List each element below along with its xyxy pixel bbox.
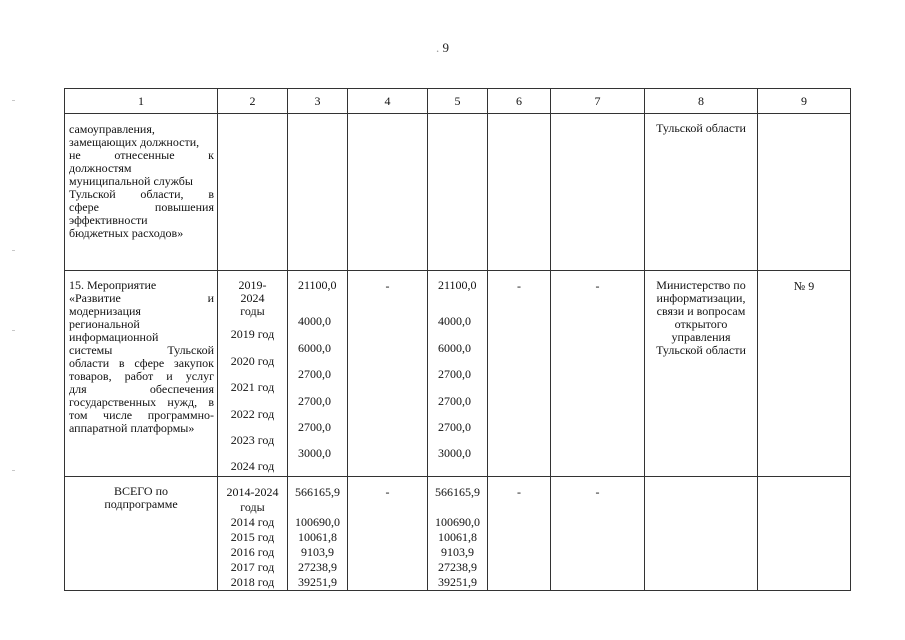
- header-cell: 7: [551, 89, 645, 114]
- empty-cell: [348, 114, 428, 271]
- margin-mark: [12, 330, 15, 331]
- executor-text: Тульской области: [656, 121, 746, 135]
- text-line: связи и вопросам: [656, 304, 746, 318]
- description-cell: [65, 114, 218, 271]
- amount-value: 2700,0: [438, 394, 471, 408]
- header-row: [65, 89, 851, 114]
- dash-value: -: [595, 279, 600, 293]
- empty-cell: [218, 114, 288, 271]
- table-row: [65, 271, 851, 477]
- dash-value: -: [385, 279, 390, 293]
- text-line: замещающих должности,: [69, 135, 200, 149]
- amount-value: 100690,0: [435, 515, 480, 529]
- year-label: 2020 год: [230, 354, 275, 368]
- year-label: 2024 год: [230, 459, 275, 473]
- amount-value: 4000,0: [298, 314, 331, 328]
- years-range: 2014-2024: [226, 485, 279, 499]
- amount-value: 2700,0: [298, 420, 331, 434]
- dash-cell: [488, 271, 551, 477]
- amount-value: 566165,9: [295, 485, 340, 499]
- amount-value: 3000,0: [298, 446, 331, 460]
- text-line: системы Тульской: [69, 343, 214, 357]
- text-line: 15. Мероприятие: [69, 278, 157, 292]
- margin-mark: [12, 250, 15, 251]
- amount-value: 27238,9: [438, 560, 477, 574]
- text-line: информационной: [69, 330, 159, 344]
- header-cell: 9: [758, 89, 851, 114]
- page-number: . 9: [436, 40, 449, 55]
- empty-cell: [758, 477, 851, 591]
- text-line: открытого: [674, 317, 728, 331]
- text-line: области в сфере закупок: [69, 356, 214, 370]
- year-label: 2015 год: [230, 530, 275, 544]
- amount-value: 4000,0: [438, 314, 471, 328]
- header-cell: 8: [645, 89, 758, 114]
- dash-value: -: [595, 485, 600, 499]
- dash-value: -: [517, 485, 521, 499]
- year-label: 2022 год: [230, 407, 275, 421]
- year-label: 2016 год: [230, 545, 275, 559]
- text-line: модернизация: [69, 304, 141, 318]
- empty-cell: [428, 114, 488, 271]
- amount-value: 10061,8: [438, 530, 477, 544]
- empty-cell: [758, 114, 851, 271]
- indicator-number: № 9: [793, 279, 815, 293]
- amount-value: 9103,9: [301, 545, 334, 559]
- text-line: ВСЕГО по: [113, 484, 169, 498]
- header-cell: 4: [348, 89, 428, 114]
- year-label: 2014 год: [230, 515, 275, 529]
- description-cell: [65, 477, 218, 591]
- text-line: должностям: [69, 161, 132, 175]
- amount-value: 566165,9: [435, 485, 480, 499]
- amount-value: 27238,9: [298, 560, 337, 574]
- amount-cell: [428, 477, 488, 591]
- header-cell: 2: [218, 89, 288, 114]
- years-cell: [218, 477, 288, 591]
- years-range: 2019-2024 годы: [238, 278, 267, 318]
- dash-cell: [488, 477, 551, 591]
- text-line: региональной: [69, 317, 140, 331]
- amount-value: 6000,0: [298, 341, 331, 355]
- dash-cell: [551, 477, 645, 591]
- amount-value: 6000,0: [438, 341, 471, 355]
- margin-mark: [12, 470, 15, 471]
- text-line: Тульской области: [656, 343, 746, 357]
- amount-value: 3000,0: [438, 446, 471, 460]
- header-cell: 5: [428, 89, 488, 114]
- year-label: 2023 год: [230, 433, 275, 447]
- text-line: бюджетных расходов»: [69, 226, 184, 240]
- indicator-cell: [758, 271, 851, 477]
- table-row: [65, 477, 851, 591]
- program-table: [64, 88, 851, 591]
- amount-value: 10061,8: [298, 530, 337, 544]
- margin-mark: [12, 100, 15, 101]
- dash-cell: [348, 271, 428, 477]
- text-line: подпрограмме: [104, 497, 178, 511]
- text-line: информатизации,: [656, 291, 746, 305]
- dash-cell: [551, 271, 645, 477]
- amount-value: 9103,9: [441, 545, 474, 559]
- text-line: товаров, работ и услуг: [69, 369, 214, 383]
- dash-value: -: [385, 485, 390, 499]
- text-line: для обеспечения: [69, 382, 214, 396]
- year-label: 2018 год: [230, 575, 275, 589]
- text-line: Министерство по: [656, 278, 746, 292]
- amount-cell: [288, 477, 348, 591]
- executor-cell: [645, 271, 758, 477]
- amount-value: 2700,0: [438, 367, 471, 381]
- amount-value: 2700,0: [298, 394, 331, 408]
- text-line: муниципальной службы: [69, 174, 193, 188]
- dash-value: -: [517, 279, 521, 293]
- text-line: сфере повышения: [69, 200, 214, 214]
- amount-value: 21100,0: [298, 278, 337, 292]
- amount-value: 2700,0: [298, 367, 331, 381]
- year-label: 2021 год: [230, 380, 275, 394]
- description-cell: [65, 271, 218, 477]
- text-line: не отнесенные к: [69, 148, 214, 162]
- text-line: аппаратной платформы»: [69, 421, 195, 435]
- amount-cell: [428, 271, 488, 477]
- amount-value: 100690,0: [295, 515, 340, 529]
- amount-value: 2700,0: [438, 420, 471, 434]
- amount-value: 21100,0: [438, 278, 477, 292]
- amount-value: 39251,9: [298, 575, 337, 589]
- empty-cell: [551, 114, 645, 271]
- empty-cell: [288, 114, 348, 271]
- dash-cell: [348, 477, 428, 591]
- years-cell: [218, 271, 288, 477]
- text-line: том числе программно-: [69, 408, 214, 422]
- amount-value: 39251,9: [438, 575, 477, 589]
- text-line: «Развитие и: [69, 291, 214, 305]
- text-line: самоуправления,: [69, 122, 155, 136]
- header-cell: 6: [488, 89, 551, 114]
- text-line: Тульской области, в: [69, 187, 214, 201]
- amount-cell: [288, 271, 348, 477]
- year-label: 2019 год: [230, 327, 275, 341]
- text-line: управления: [671, 330, 731, 344]
- header-cell: 3: [288, 89, 348, 114]
- header-cell: 1: [65, 89, 218, 114]
- executor-cell: [645, 114, 758, 271]
- text-line: государственных нужд, в: [69, 395, 214, 409]
- empty-cell: [645, 477, 758, 591]
- empty-cell: [488, 114, 551, 271]
- table-row: [65, 114, 851, 271]
- text-line: эффективности: [69, 213, 148, 227]
- years-range: годы: [240, 500, 265, 514]
- year-label: 2017 год: [230, 560, 275, 574]
